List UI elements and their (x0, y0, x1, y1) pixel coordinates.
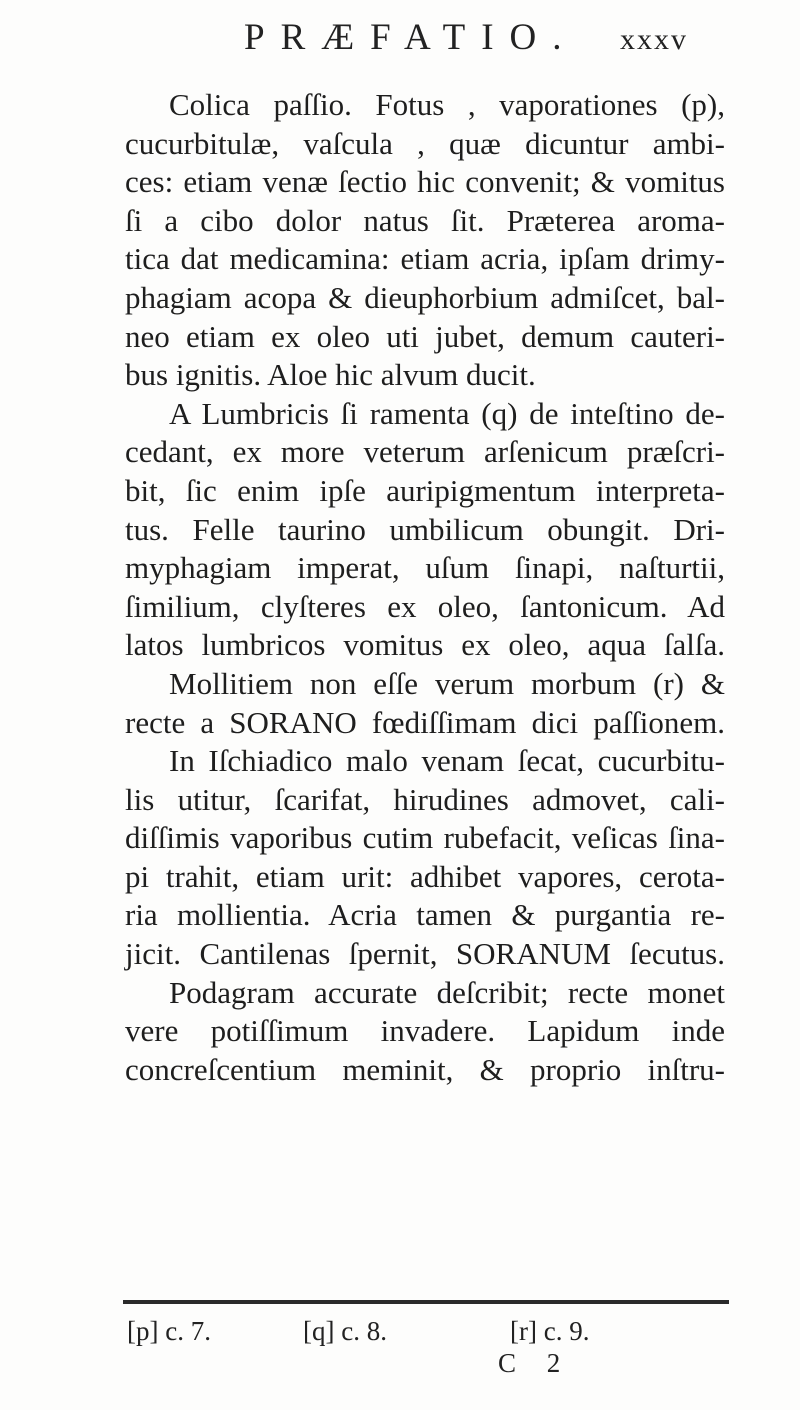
text-line: recte a SORANO fœdiſſimam dici paſſionem. (125, 704, 725, 740)
text-line: In Iſchiadico malo venam ſecat, cucurbitu- (169, 743, 725, 779)
text-line: ces: etiam venæ ſectio hic convenit; & vomitus (125, 164, 725, 200)
text-line: neo etiam ex oleo uti jubet, demum cauteri- (125, 318, 725, 354)
running-header (0, 0, 800, 70)
text-line: tus. Felle taurino umbilicum obungit. Dri- (125, 511, 725, 547)
text-line: vere potiſſimum invadere. Lapidum inde (125, 1013, 725, 1049)
text-line: cucurbitulæ, vaſcula , quæ dicuntur ambi- (125, 125, 725, 161)
text-line: tica dat medicamina: etiam acria, ipſam drimy- (125, 241, 725, 277)
text-line: jicit. Cantilenas ſpernit, SORANUM ſecutus. (125, 936, 725, 972)
footnote-rule (123, 1300, 729, 1304)
text-line: diſſimis vaporibus cutim rubefacit, veſicas ſina- (125, 820, 725, 856)
text-line: lis utitur, ſcarifat, hirudines admovet, cali- (125, 781, 725, 817)
footnotes (127, 1316, 727, 1352)
signature-mark: C 2 (498, 1348, 573, 1378)
footnote-q: [q] c. 8. (303, 1316, 387, 1346)
text-line: latos lumbricos vomitus ex oleo, aqua ſalſa. (125, 627, 725, 663)
text-line: A Lumbricis ſi ramenta (q) de inteſtino de- (169, 395, 725, 431)
text-line: phagiam acopa & dieuphorbium admiſcet, bal- (125, 279, 725, 315)
footnote-r: [r] c. 9. (510, 1316, 590, 1346)
text-line: ria mollientia. Acria tamen & purgantia re- (125, 897, 725, 933)
text-line: Colica paſſio. Fotus , vaporationes (p), (169, 87, 725, 122)
running-title: PRÆFATIO. (244, 17, 578, 58)
text-line: bit, ſic enim ipſe auripigmentum interpreta- (125, 472, 725, 508)
text-line: ſi a cibo dolor natus ſit. Præterea aroma- (125, 202, 725, 238)
text-line: Mollitiem non eſſe verum morbum (r) & (169, 665, 725, 701)
page-number: xxxv (620, 23, 688, 56)
text-line: cedant, ex more veterum arſenicum præſcri- (125, 434, 725, 470)
text-line: myphagiam imperat, uſum ſinapi, naſturtii, (125, 550, 725, 586)
text-line: concreſcentium meminit, & proprio inſtru- (125, 1051, 725, 1087)
text-line: ſimilium, clyſteres ex oleo, ſantonicum. Ad (125, 588, 725, 624)
text-line: bus ignitis. Aloe hic alvum ducit. (125, 357, 536, 393)
footnote-p: [p] c. 7. (127, 1316, 211, 1346)
text-line: Podagram accurate deſcribit; recte monet (169, 974, 725, 1010)
text-line: pi trahit, etiam urit: adhibet vapores, cerota- (125, 858, 725, 894)
main-text-block (125, 86, 725, 1089)
